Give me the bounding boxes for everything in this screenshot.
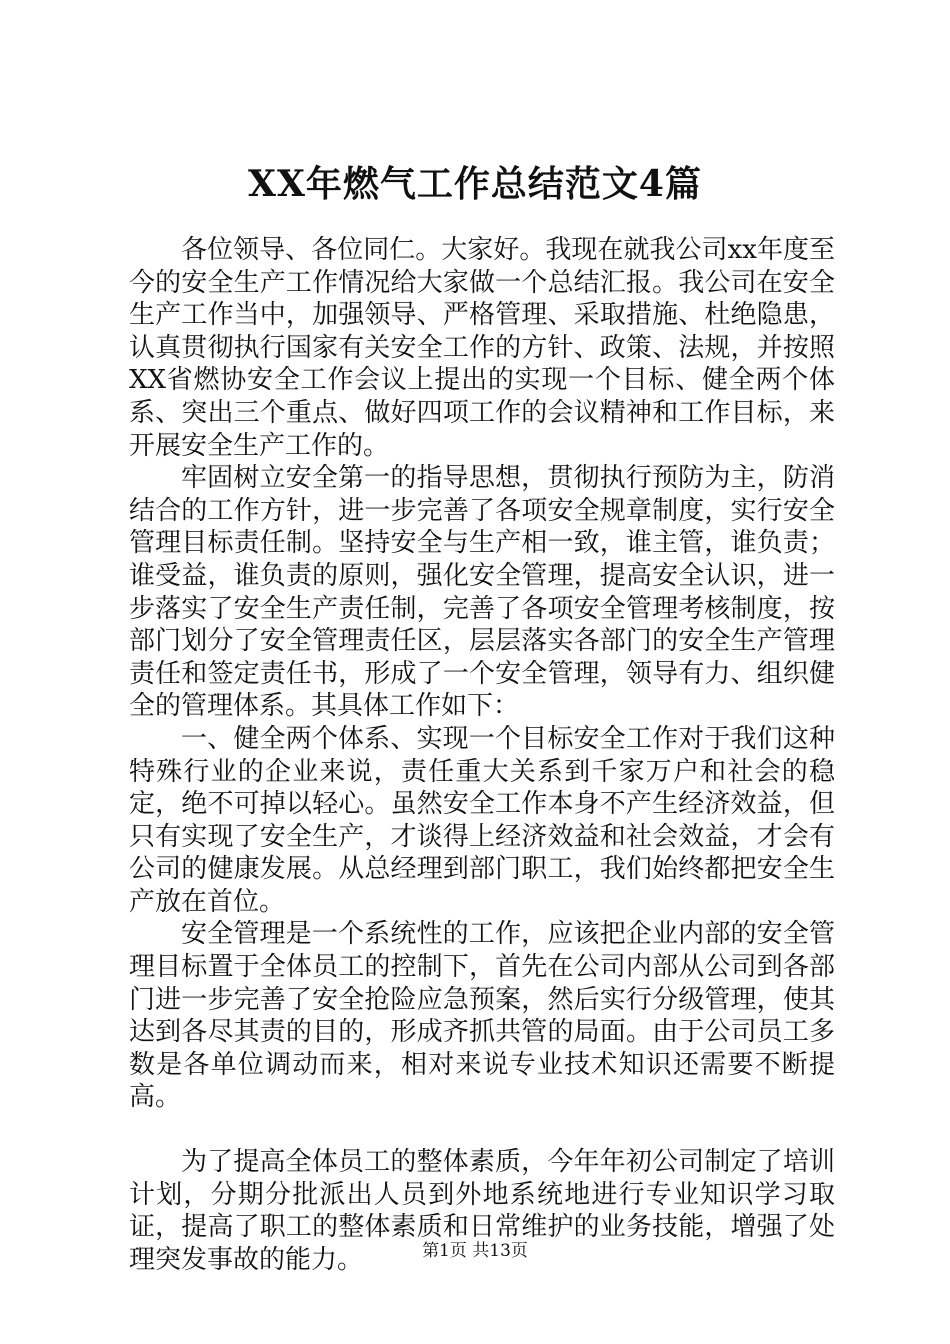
paragraph: 安全管理是一个系统性的工作，应该把企业内部的安全管理目标置于全体员工的控制下，首先在公司内部从公司到各部门进一步完善了安全抢险应急预案，然后实行分级管理，使其达到各尽其责的目的，形成齐抓共管的局面。由于公司员工多数是各单位调动而来，相对来说专业技术知识还需要不断提高。	[129, 919, 835, 1113]
paragraph: 牢固树立安全第一的指导思想，贯彻执行预防为主，防消结合的工作方针，进一步完善了各项安全规章制度，实行安全管理目标责任制。坚持安全与生产相一致，谁主管，谁负责；谁受益，谁负责的原则，强化安全管理，提高安全认识，进一步落实了安全生产责任制，完善了各项安全管理考核制度，按部门划分了安全管理责任区，层层落实各部门的安全生产管理责任和签定责任书，形成了一个安全管理，领导有力、组织健全的管理体系。其具体工作如下：	[129, 463, 835, 722]
page-number-label: 第1页 共13页	[422, 1241, 528, 1261]
paragraph: 各位领导、各位同仁。大家好。我现在就我公司xx年度至今的安全生产工作情况给大家做一个总结汇报。我公司在安全生产工作当中，加强领导、严格管理、采取措施、杜绝隐患，认真贯彻执行国家有关安全工作的方针、政策、法规，并按照XX省燃协安全工作会议上提出的实现一个目标、健全两个体系、突出三个重点、做好四项工作的会议精神和工作目标，来开展安全生产工作的。	[129, 235, 835, 461]
document-body	[129, 234, 835, 1276]
document-title: XX年燃气工作总结范文4篇	[248, 163, 702, 205]
paragraph: 为了提高全体员工的整体素质，今年年初公司制定了培训计划，分期分批派出人员到外地系统地进行专业知识学习取证，提高了职工的整体素质和日常维护的业务技能，增强了处理突发事故的能力。	[129, 1147, 835, 1275]
page-footer	[0, 1240, 950, 1262]
paragraph: 一、健全两个体系、实现一个目标安全工作对于我们这种特殊行业的企业来说，责任重大关系到千家万户和社会的稳定，绝不可掉以轻心。虽然安全工作本身不产生经济效益，但只有实现了安全生产，才谈得上经济效益和社会效益，才会有公司的健康发展。从总经理到部门职工，我们始终都把安全生产放在首位。	[129, 723, 835, 917]
